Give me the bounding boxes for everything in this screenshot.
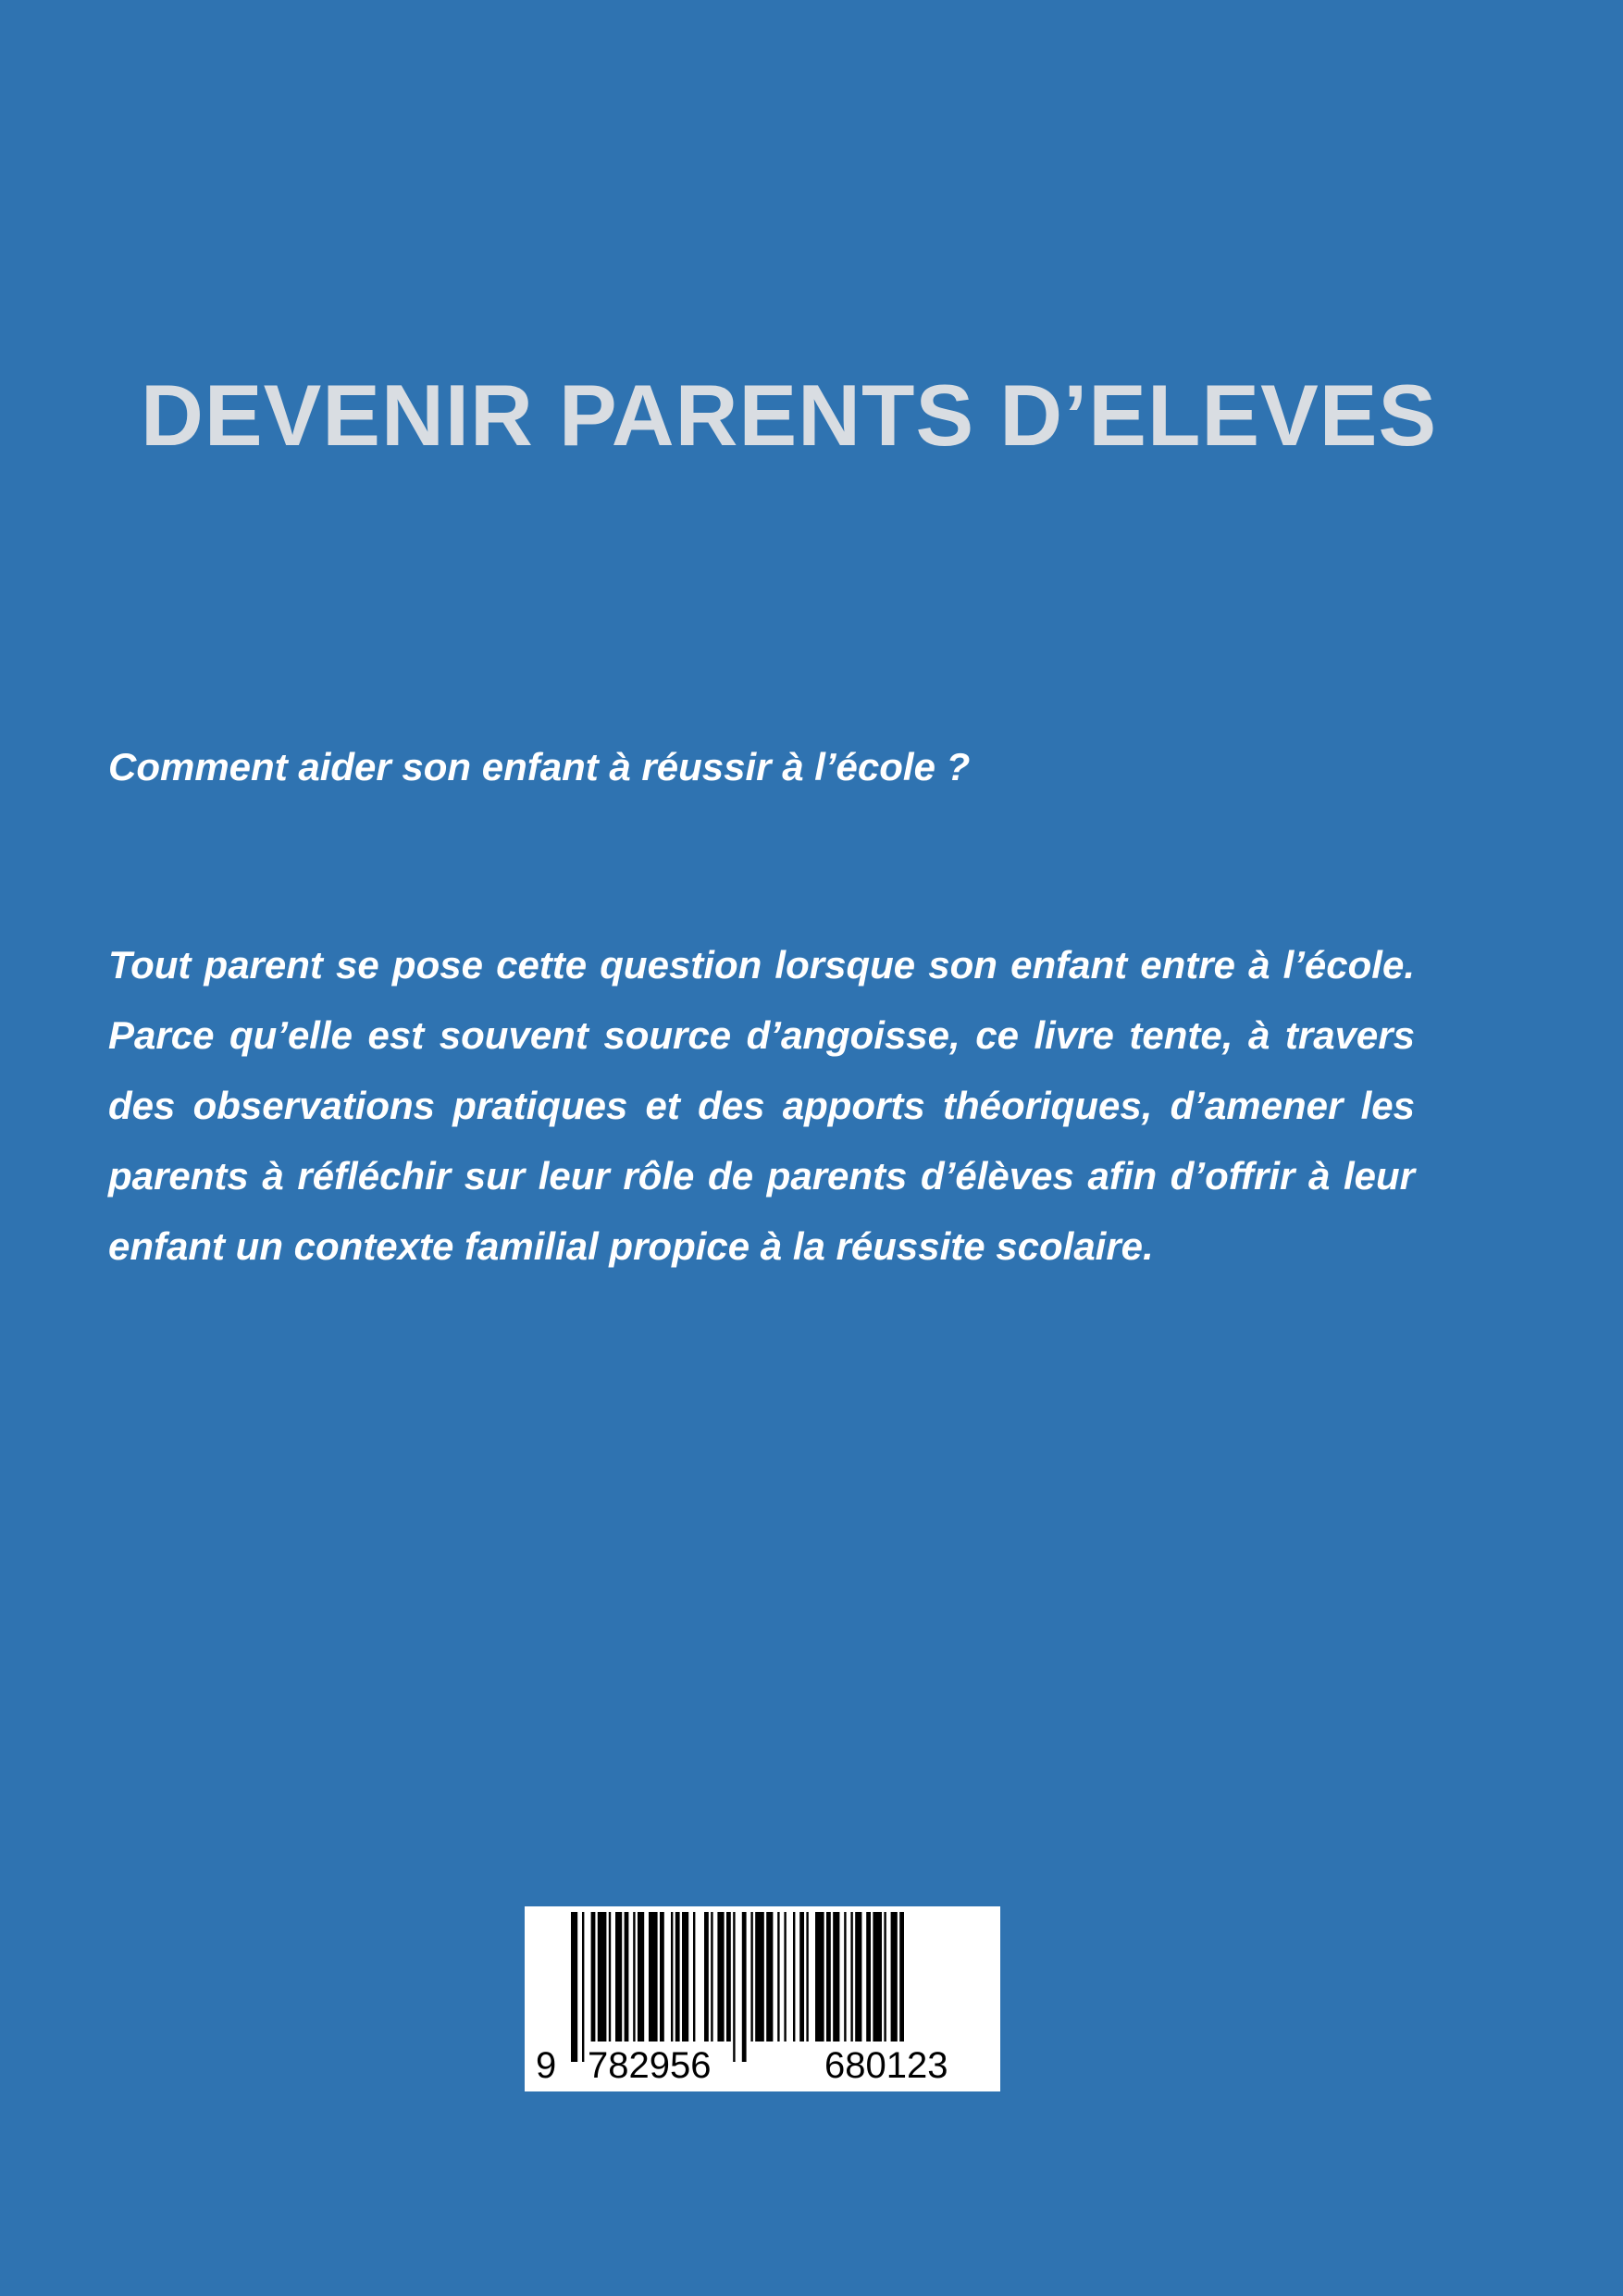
barcode-bar-0 (571, 1912, 577, 2062)
barcode-bar-35 (866, 1912, 871, 2042)
isbn-barcode (525, 1906, 1000, 2091)
barcode-bar-38 (891, 1912, 898, 2042)
barcode-bar-27 (799, 1912, 804, 2042)
barcode-bar-3 (598, 1912, 607, 2042)
barcode-bar-20 (742, 1912, 747, 2062)
barcode-bar-21 (750, 1912, 752, 2042)
barcode-bar-23 (766, 1912, 773, 2042)
barcode-bar-2 (591, 1912, 596, 2042)
book-title: DEVENIR PARENTS D’ELEVES (141, 366, 1438, 464)
barcode-bar-19 (733, 1912, 735, 2062)
barcode-bar-26 (793, 1912, 795, 2042)
barcode-bar-17 (717, 1912, 724, 2042)
barcode-bar-33 (850, 1912, 852, 2042)
barcode-bar-1 (582, 1912, 584, 2062)
barcode-bar-34 (855, 1912, 861, 2042)
tagline-question: Comment aider son enfant à réussir à l’école ? (108, 745, 971, 788)
barcode-bar-29 (815, 1912, 824, 2042)
barcode-bar-37 (884, 1912, 886, 2042)
barcode-bar-7 (633, 1912, 635, 2042)
barcode-bar-14 (693, 1912, 695, 2042)
barcode-bar-15 (704, 1912, 709, 2042)
barcode-bar-10 (660, 1912, 664, 2042)
barcode-bar-22 (755, 1912, 764, 2042)
back-cover-summary: Tout parent se pose cette question lorsque son enfant entre à l’école. Parce qu’elle est souvent source d’angoisse, ce livre tente, à travers des observations pratiques et des apports théoriques, d’amener les parents à réfléchir sur leur rôle de parents d’élèves afin d’offrir à leur enfant un contexte familial propice à la réussite scolaire. (108, 943, 1415, 1268)
barcode-bar-25 (784, 1912, 786, 2042)
barcode-bar-30 (826, 1912, 831, 2042)
barcode-bar-6 (625, 1912, 629, 2042)
barcode-bar-5 (615, 1912, 622, 2042)
barcode-bar-39 (899, 1912, 904, 2042)
barcode-bar-4 (609, 1912, 611, 2042)
barcode-bar-8 (638, 1912, 644, 2042)
barcode-bar-24 (777, 1912, 779, 2042)
barcode-left-group: 782956 (588, 2045, 712, 2086)
barcode-right-group: 680123 (824, 2045, 948, 2086)
barcode-bar-11 (671, 1912, 673, 2042)
barcode-bar-13 (682, 1912, 688, 2042)
barcode-bar-12 (675, 1912, 680, 2042)
barcode-bar-16 (711, 1912, 712, 2042)
barcode-bar-36 (873, 1912, 882, 2042)
barcode-bar-31 (833, 1912, 839, 2042)
barcode-bar-32 (844, 1912, 846, 2042)
barcode-bar-28 (806, 1912, 808, 2042)
barcode-bar-9 (649, 1912, 658, 2042)
barcode-bar-18 (726, 1912, 731, 2042)
barcode-lead-digit: 9 (536, 2045, 557, 2086)
